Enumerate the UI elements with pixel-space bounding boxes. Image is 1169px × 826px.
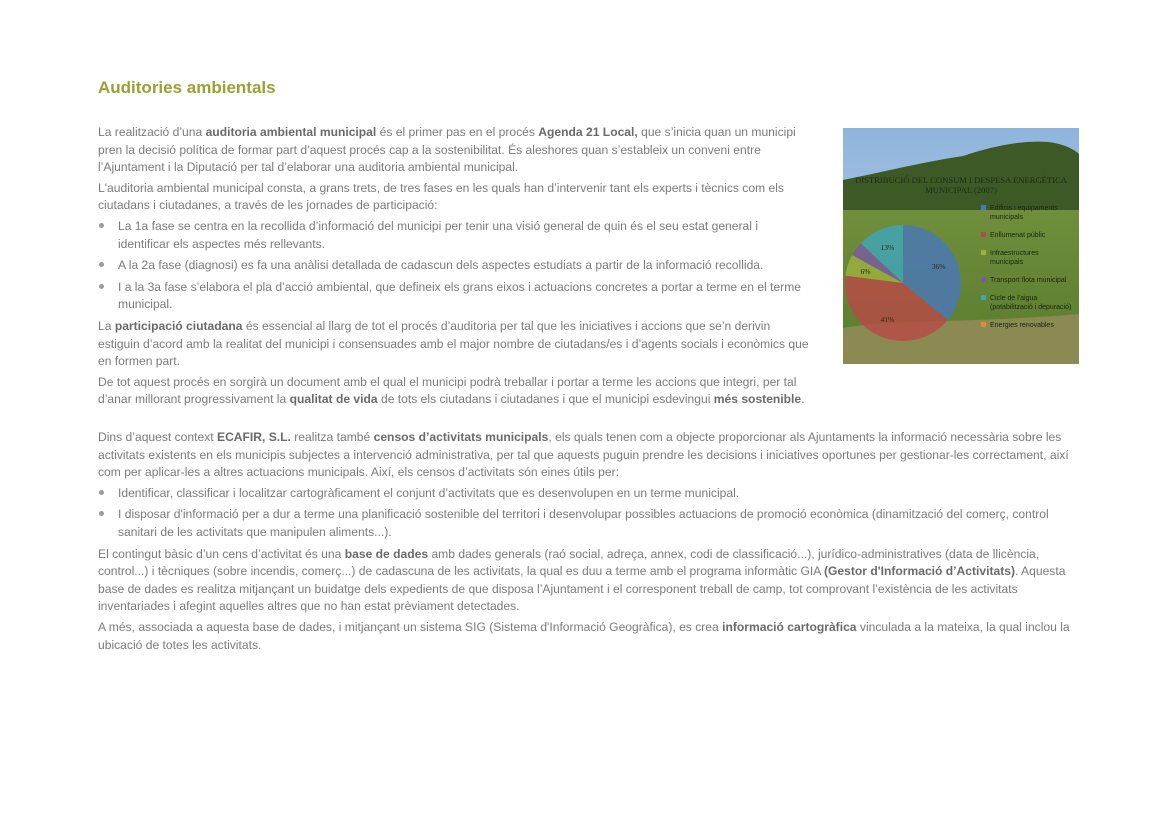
pie-chart bbox=[845, 225, 961, 341]
legend-label: (potabilització i depuració) bbox=[990, 304, 1072, 311]
list-item: I disposar d'informació per a dur a terme una planificació sostenible del territori i desenvolupar possibles actuacions de promoció econòmica (dinamització del comerç, control sanitari de les activitats que manipulen aliments...). bbox=[98, 506, 1082, 541]
legend-label: Energies renovables bbox=[990, 322, 1054, 329]
page-title: Auditories ambientals bbox=[98, 78, 276, 97]
legend-swatch bbox=[981, 277, 986, 282]
legend-label: Infraestructures bbox=[990, 250, 1039, 257]
legend-label: Enllumenat públic bbox=[990, 232, 1046, 239]
bullet-icon bbox=[99, 223, 104, 228]
legend-swatch bbox=[981, 322, 986, 327]
slice-label: 41% bbox=[880, 315, 895, 325]
census-column bbox=[98, 429, 1082, 657]
bullet-icon bbox=[99, 511, 104, 516]
paragraph-document: De tot aquest procés en sorgirà un document amb el qual el municipi podrà treballar i portar a terme les accions que integri, per tal d’anar millorant progressivament la qualitat de vida de tots els ciutadans i ciutadanes i que el municipi esdevingui més sostenible. bbox=[98, 374, 805, 407]
slice-label: 13% bbox=[880, 242, 895, 252]
legend-swatch bbox=[981, 232, 986, 237]
legend-swatch bbox=[981, 250, 986, 255]
chart-title-line2: MUNICIPAL (2007) bbox=[925, 185, 997, 195]
list-item: A la 2a fase (diagnosi) es fa una anàlisi detallada de cadascun dels aspectes estudiats a partir de la informació recollida. bbox=[98, 257, 810, 275]
slice-label: 6% bbox=[860, 266, 871, 276]
chart-title-line1: DISTRIBUCIÓ DEL CONSUM I DESPESA ENERGÈTICA bbox=[855, 175, 1067, 185]
legend-swatch bbox=[981, 205, 986, 210]
energy-chart-photo bbox=[843, 128, 1079, 364]
intro-column bbox=[98, 124, 810, 412]
list-item: I a la 3a fase s’elabora el pla d’acció ambiental, que defineix els grans eixos i actuacions concretes a portar a terme en el terme municipal. bbox=[98, 279, 810, 314]
legend-label: Transport flota municipal bbox=[990, 277, 1067, 284]
paragraph-gis: A més, associada a aquesta base de dades, i mitjançant un sistema SIG (Sistema d'Informació Geogràfica), es crea informació cartogràfica vinculada a la mateixa, la qual inclou la ubicació de totes les activitats. bbox=[98, 619, 1070, 652]
legend-label: municipals bbox=[990, 214, 1024, 221]
list-item: Identificar, classificar i localitzar cartogràficament el conjunt d’activitats que es desenvolupen en un terme municipal. bbox=[98, 485, 1082, 503]
bullet-icon bbox=[99, 284, 104, 289]
slice-label: 36% bbox=[931, 262, 946, 272]
paragraph-participation: La participació ciutadana és essencial al llarg de tot el procés d’auditoria per tal que les iniciatives i accions que se’n derivin estiguin d’acord amb la realitat del municipi i consensuades amb el major nombre de ciutadans/es i d’agents socials i econòmics que en formen part. bbox=[98, 318, 809, 369]
paragraph-phases-intro: L'auditoria ambiental municipal consta, a grans trets, de tres fases en les quals han d’intervenir tant els experts i tècnics com els ciutadans i ciutadanes, a través de les jornades de participació: bbox=[98, 180, 784, 213]
bullet-icon bbox=[99, 262, 104, 267]
legend-label: Cicle de l'aigua bbox=[990, 295, 1038, 302]
legend-label: Edificis i equipaments bbox=[990, 205, 1058, 212]
legend-label: municipals bbox=[990, 259, 1024, 266]
energy-chart-svg bbox=[843, 128, 1079, 364]
legend-swatch bbox=[981, 295, 986, 300]
paragraph-intro: La realització d’una auditoria ambiental municipal és el primer pas en el procés Agenda 21 Local, que s’inicia quan un municipi pren la decisió política de formar part d’aquest procés cap a la sostenibilitat. És aleshores quan s’estableix un conveni entre l’Ajuntament i la Diputació per tal d’elaborar una auditoria ambiental municipal. bbox=[98, 125, 796, 175]
paragraph-census: Dins d’aquest context ECAFIR, S.L. realitza també censos d’activitats municipals, els quals tenen com a objecte proporcionar als Ajuntaments la informació necessària sobre les activitats existents en els municipis subjectes a intervenció administrativa, per tal que aquests puguin prendre les decisions i iniciatives oportunes per gestionar-les correctament, així com per aplicar-les a altres actuacions municipals. Així, els censos d’activitats són eines útils per: bbox=[98, 430, 1069, 480]
paragraph-database: El contingut bàsic d’un cens d’activitat és una base de dades amb dades generals (raó social, adreça, annex, codi de classificació...), jurídico-administratives (data de llicència, control...) i tècniques (sobre incendis, comerç...) de cadascuna de les activitats, la qual es duu a terme amb el programa informàtic GIA (Gestor d'Informació d’Activitats). Aquesta base de dades es realitza mitjançant un buidatge dels expedients de que disposa l’Ajuntament i el corresponent treball de camp, tot comprovant l’existència de les activitats inventariades i afegint aquelles altres que no han estat prèviament detectades. bbox=[98, 546, 1066, 614]
list-item: La 1a fase se centra en la recollida d’informació del municipi per tenir una visió general de quin és el seu estat general i identificar els aspectes més rellevants. bbox=[98, 218, 810, 253]
uses-list bbox=[98, 485, 1082, 542]
bullet-icon bbox=[99, 490, 104, 495]
phases-list bbox=[98, 218, 810, 314]
